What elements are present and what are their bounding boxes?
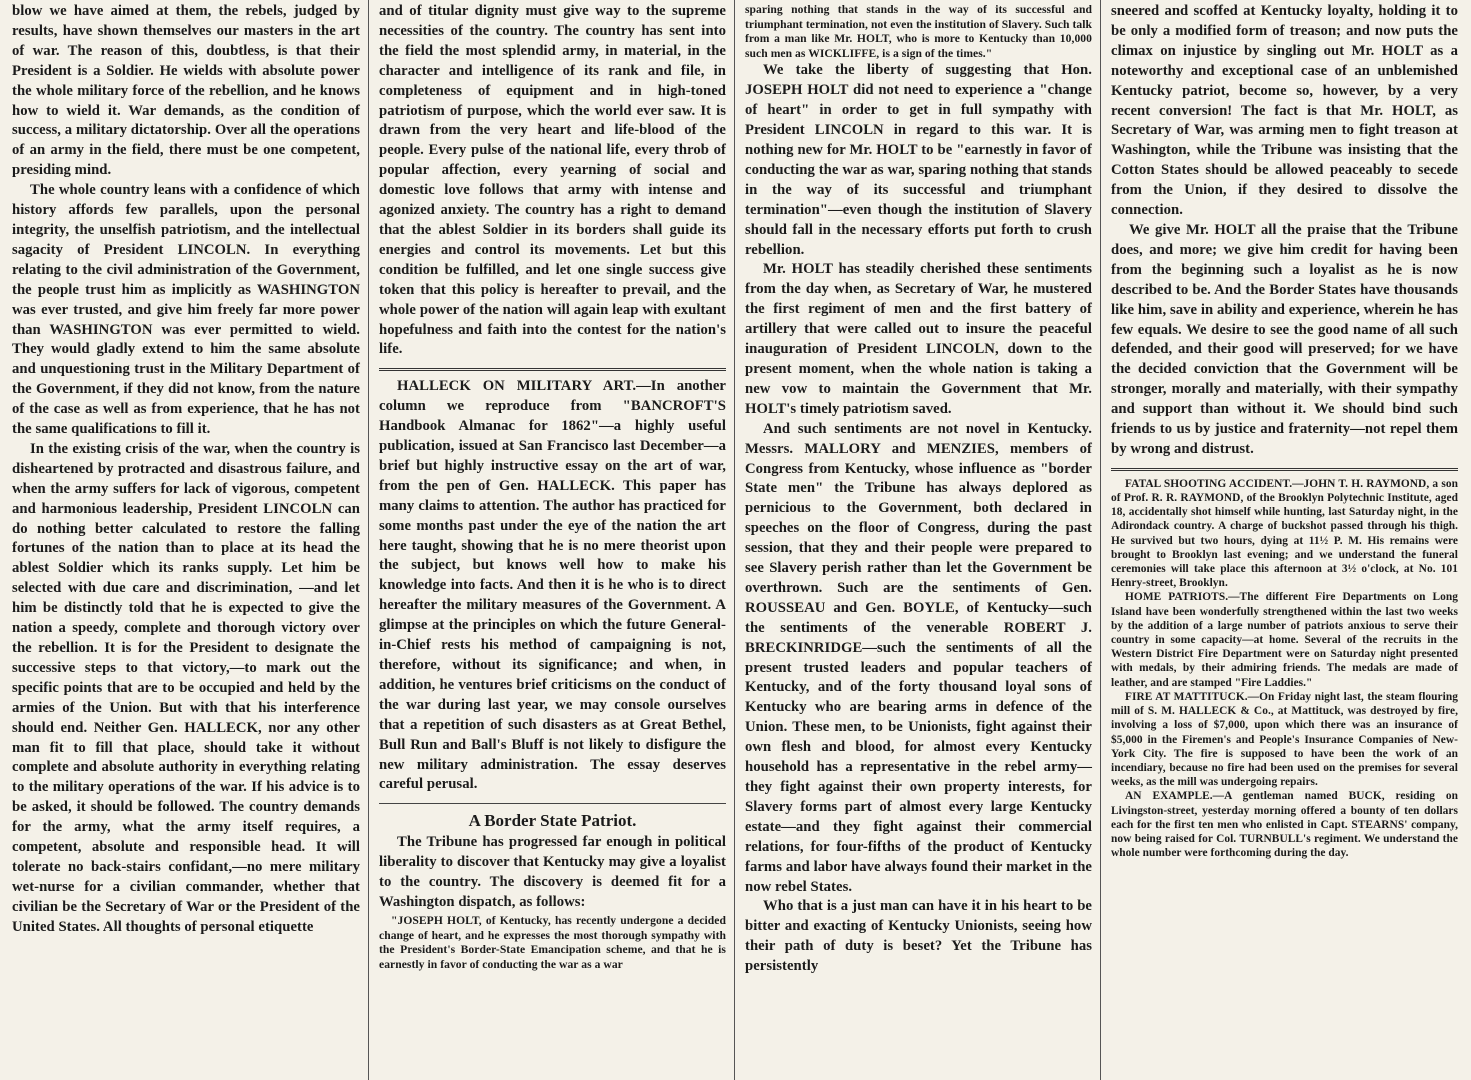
column-divider-rule [1111,468,1458,471]
article-paragraph: The Tribune has progressed far enough in political liberality to discover that Kentucky may give a loyalist to the country. The discovery is deemed fit for a Washington dispatch, as follows: [379,834,726,911]
article-paragraph: HALLECK ON MILITARY ART.—In another column we reproduce from "BANCROFT'S Handbook Almanac for 1862"—a highly useful publication, issued at San Francisco last December—a brief but highly instructive essay on the art of war, from the pen of Gen. HALLECK. This paper has many claims to attention. The author has practiced for some months past under the eye of the nation the art here taught, showing that he is no mere theorist upon the subject, but knows well how to make his knowledge into facts. And then it is he who is to direct hereafter the military measures of the Government. A glimpse at the principles on which the future General-in-Chief rests his method of campaigning is not, therefore, without its significance; and when, in addition, he ventures brief criticisms on the conduct of the war during last year, we may console ourselves that a repetition of such disasters as at Great Bethel, Bull Run and Ball's Bluff is not likely to disfigure the new military administration. The essay deserves careful perusal. [379,378,726,793]
article-paragraph: And such sentiments are not novel in Kentucky. Messrs. MALLORY and MENZIES, members of Congress from Kentucky, whose influence as "border State men" the Tribune has always deplored as pernicious to the Government, both declared in speeches on the floor of Congress, during the past session, that they and their people were prepared to see Slavery perish rather than let the Government be overthrown. Such are the sentiments of Gen. ROUSSEAU and Gen. BOYLE, of Kentucky—such the sentiments of the venerable ROBERT J. BRECKINRIDGE—such the sentiments of all the present trusted leaders and popular teachers of Kentucky, and of the forty thousand loyal sons of Kentucky who are bearing arms in defence of the Union. These men, to be Unionists, fight against their own flesh and blood, for almost every Kentucky household has a representative in the rebel army—they fight against their own property interests, for Slavery forms part of almost every large Kentucky estate—and they fight against their commercial relations, for four-fifths of the product of Kentucky farms and labor have always found their market in the now rebel States. [745,420,1092,895]
article-paragraph: In the existing crisis of the war, when the country is disheartened by protracted and disastrous failure, and when the army suffers for lack of vigorous, competent and harmonious leadership, President LINCOLN can do nothing better calculated to restore the falling fortunes of the nation than to place at its head the ablest Soldier which its ranks supply. Let him be selected with due care and discrimination, —and let him be distinctly told that he is expected to give the nation a speedy, complete and thorough victory over the rebellion. It is for the President to designate the successive steps to that victory,—to mark out the specific points that are to be occupied and held by the armies of the Union. But with that his interference should end. Neither Gen. HALLECK, nor any other man fit to fill that place, should take it without complete and absolute authority in everything relating to the military operations of the war. If his advice is to be asked, it should be followed. The country demands for the army, what the army itself requires, a competent, absolute and responsible head. It will tolerate no back-stairs confidant,—no mere military wet-nurse for a civilian commander, whether that civilian be the Secretary of War or the President of the United States. All thoughts of personal etiquette [12,440,360,935]
article-paragraph: blow we have aimed at them, the rebels, judged by results, have shown themselves our masters in the art of war. The reason of this, doubtless, is that their President is a Soldier. He wields with absolute power the whole military force of the rebellion, and he knows how to wield it. War demands, as the condition of success, a military dictatorship. Over all the operations of an army in the field, there must be one competent, presiding mind. [12,3,360,179]
article-headline: A Border State Patriot. [468,811,637,831]
column-4 [1100,0,1466,1080]
article-paragraph: and of titular dignity must give way to the supreme necessities of the country. The country has sent into the field the most splendid army, in material, in the character and intelligence of its rank and file, in completeness of equipment and in high-toned patriotism of purpose, which the world ever saw. It is drawn from the very heart and life-blood of the people. Every pulse of the national life, every throb of popular affection, every yearning of social and domestic love follows that army with intense and agonized anxiety. The country has a right to demand that the ablest Soldier in its borders shall guide its energies and control its movements. Let but this condition be fulfilled, and let one single success give token that this policy is hereafter to prevail, and the whole power of the nation will again leap with exultant hopefulness and faith into the contest for the nation's life. [379,3,726,358]
article-paragraph: The whole country leans with a confidence of which history affords few parallels, upon the personal integrity, the unselfish patriotism, and the intellectual sagacity of President LINCOLN. In everything relating to the civil administration of the Government, the people trust him as implicitly as WASHINGTON was ever trusted, and give him freely far more power than WASHINGTON was ever permitted to wield. They would gladly extend to him the same absolute and unquestioning trust in the Military Department of the Government, if they did not know, from the nature of the case as well as from experience, that he has not the same qualifications to fill it. [12,182,360,438]
column-2 [368,0,734,1080]
article-paragraph: Mr. HOLT has steadily cherished these sentiments from the day when, as Secretary of War, he mustered the first regiment of men and the first battery of artillery that were called out to insure the peaceful inauguration of President LINCOLN, down to the present moment, when the whole nation is taking a new vow to maintain the Government that Mr. HOLT's timely patriotism saved. [745,261,1092,417]
article-paragraph: We give Mr. HOLT all the praise that the Tribune does, and more; we give him credit for having been from the beginning such a loyalist as he is now described to be. And the Border States have thousands like him, save in ability and experience, wherein he has few equals. We desire to see the good name of all such defended, and their good will preserved; for we have the decided conviction that the Government will be stronger, morally and materially, with their sympathy and support than without it. We should bind such friends to us by justice and fraternity—not repel them by wrong and distrust. [1111,221,1458,457]
article-quotation: sparing nothing that stands in the way of its successful and triumphant termination, not even the institution of Slavery. Such talk from a man like Mr. HOLT, who is more to Kentucky than 10,000 such men as WICKLIFFE, is a sign of the times." [745,3,1092,60]
article-paragraph: AN EXAMPLE.—A gentleman named BUCK, residing on Livingston-street, yesterday morning offered a bounty of ten dollars each for the first ten men who enlisted in Capt. STEARNS' company, now being raised for Col. TURNBULL's regiment. We understand the whole number were forthcoming during the day. [1111,790,1458,860]
article-paragraph: Who that is a just man can have it in his heart to be bitter and exacting of Kentucky Unionists, seeing how their path of duty is beset? Yet the Tribune has persistently [745,898,1092,975]
news-item: HOME PATRIOTS.—The different Fire Departments on Long Island have been wonderfully strengthened within the last two weeks by the addition of a large number of patriots anxious to serve their country in some capacity—at home. Several of the recruits in the Western District Fire Department were on Saturday night presented with medals, by their admiring friends. The medals are made of leather, and are stamped "Fire Laddies." [1111,591,1458,689]
article-paragraph: sneered and scoffed at Kentucky loyalty, holding it to be only a modified form of treason; and now puts the climax on injustice by singling out Mr. HOLT as a noteworthy and exceptional case of an unblemished Kentucky patriot, become so, however, by a very recent conversion! The fact is that Mr. HOLT, as Secretary of War, was arming men to fight treason at Washington, while the Tribune was insisting that the Cotton States should be allowed peaceably to secede from the Union, if they desired to dissolve the connection. [1111,3,1458,219]
news-item: FATAL SHOOTING ACCIDENT.—JOHN T. H. RAYMOND, a son of Prof. R. R. RAYMOND, of the Brooklyn Polytechnic Institute, aged 18, accidentally shot himself while hunting, last Saturday night, in the Adirondack country. A charge of buckshot passed through his thigh. He survived but two hours, dying at 11½ P. M. His remains were brought to Brooklyn last evening; and we understand the funeral ceremonies will take place this afternoon at 3½ o'clock, at No. 101 Henry-street, Brooklyn. [1111,477,1458,590]
column-1 [2,0,368,1080]
column-divider-rule [379,368,726,371]
column-3 [734,0,1100,1080]
article-quotation: "JOSEPH HOLT, of Kentucky, has recently undergone a decided change of heart, and he expresses the most thorough sympathy with the President's Border-State Emancipation scheme, and that he is earnestly in favor of conducting the war as a war [379,913,726,971]
article-paragraph: We take the liberty of suggesting that Hon. JOSEPH HOLT did not need to experience a "change of heart" in order to get in full sympathy with President LINCOLN in regard to this war. It is nothing new for Mr. HOLT to be "earnestly in favor of conducting the war as war, sparing nothing that stands in the way of its successful and triumphant termination"—even though the institution of Slavery should fall in the necessary efforts put forth to crush rebellion. [745,62,1092,258]
news-item: FIRE AT MATTITUCK.—On Friday night last, the steam flouring mill of S. M. HALLECK & Co., at Mattituck, was destroyed by fire, involving a loss of $7,000, upon which there was an insurance of $5,000 in the Firemen's and People's Insurance Companies of New-York City. The fire is supposed to have been the work of an incendiary, because no fire had been used on the premises for several weeks, as the mill was undergoing repairs. [1111,690,1458,789]
column-divider-rule [379,803,726,804]
